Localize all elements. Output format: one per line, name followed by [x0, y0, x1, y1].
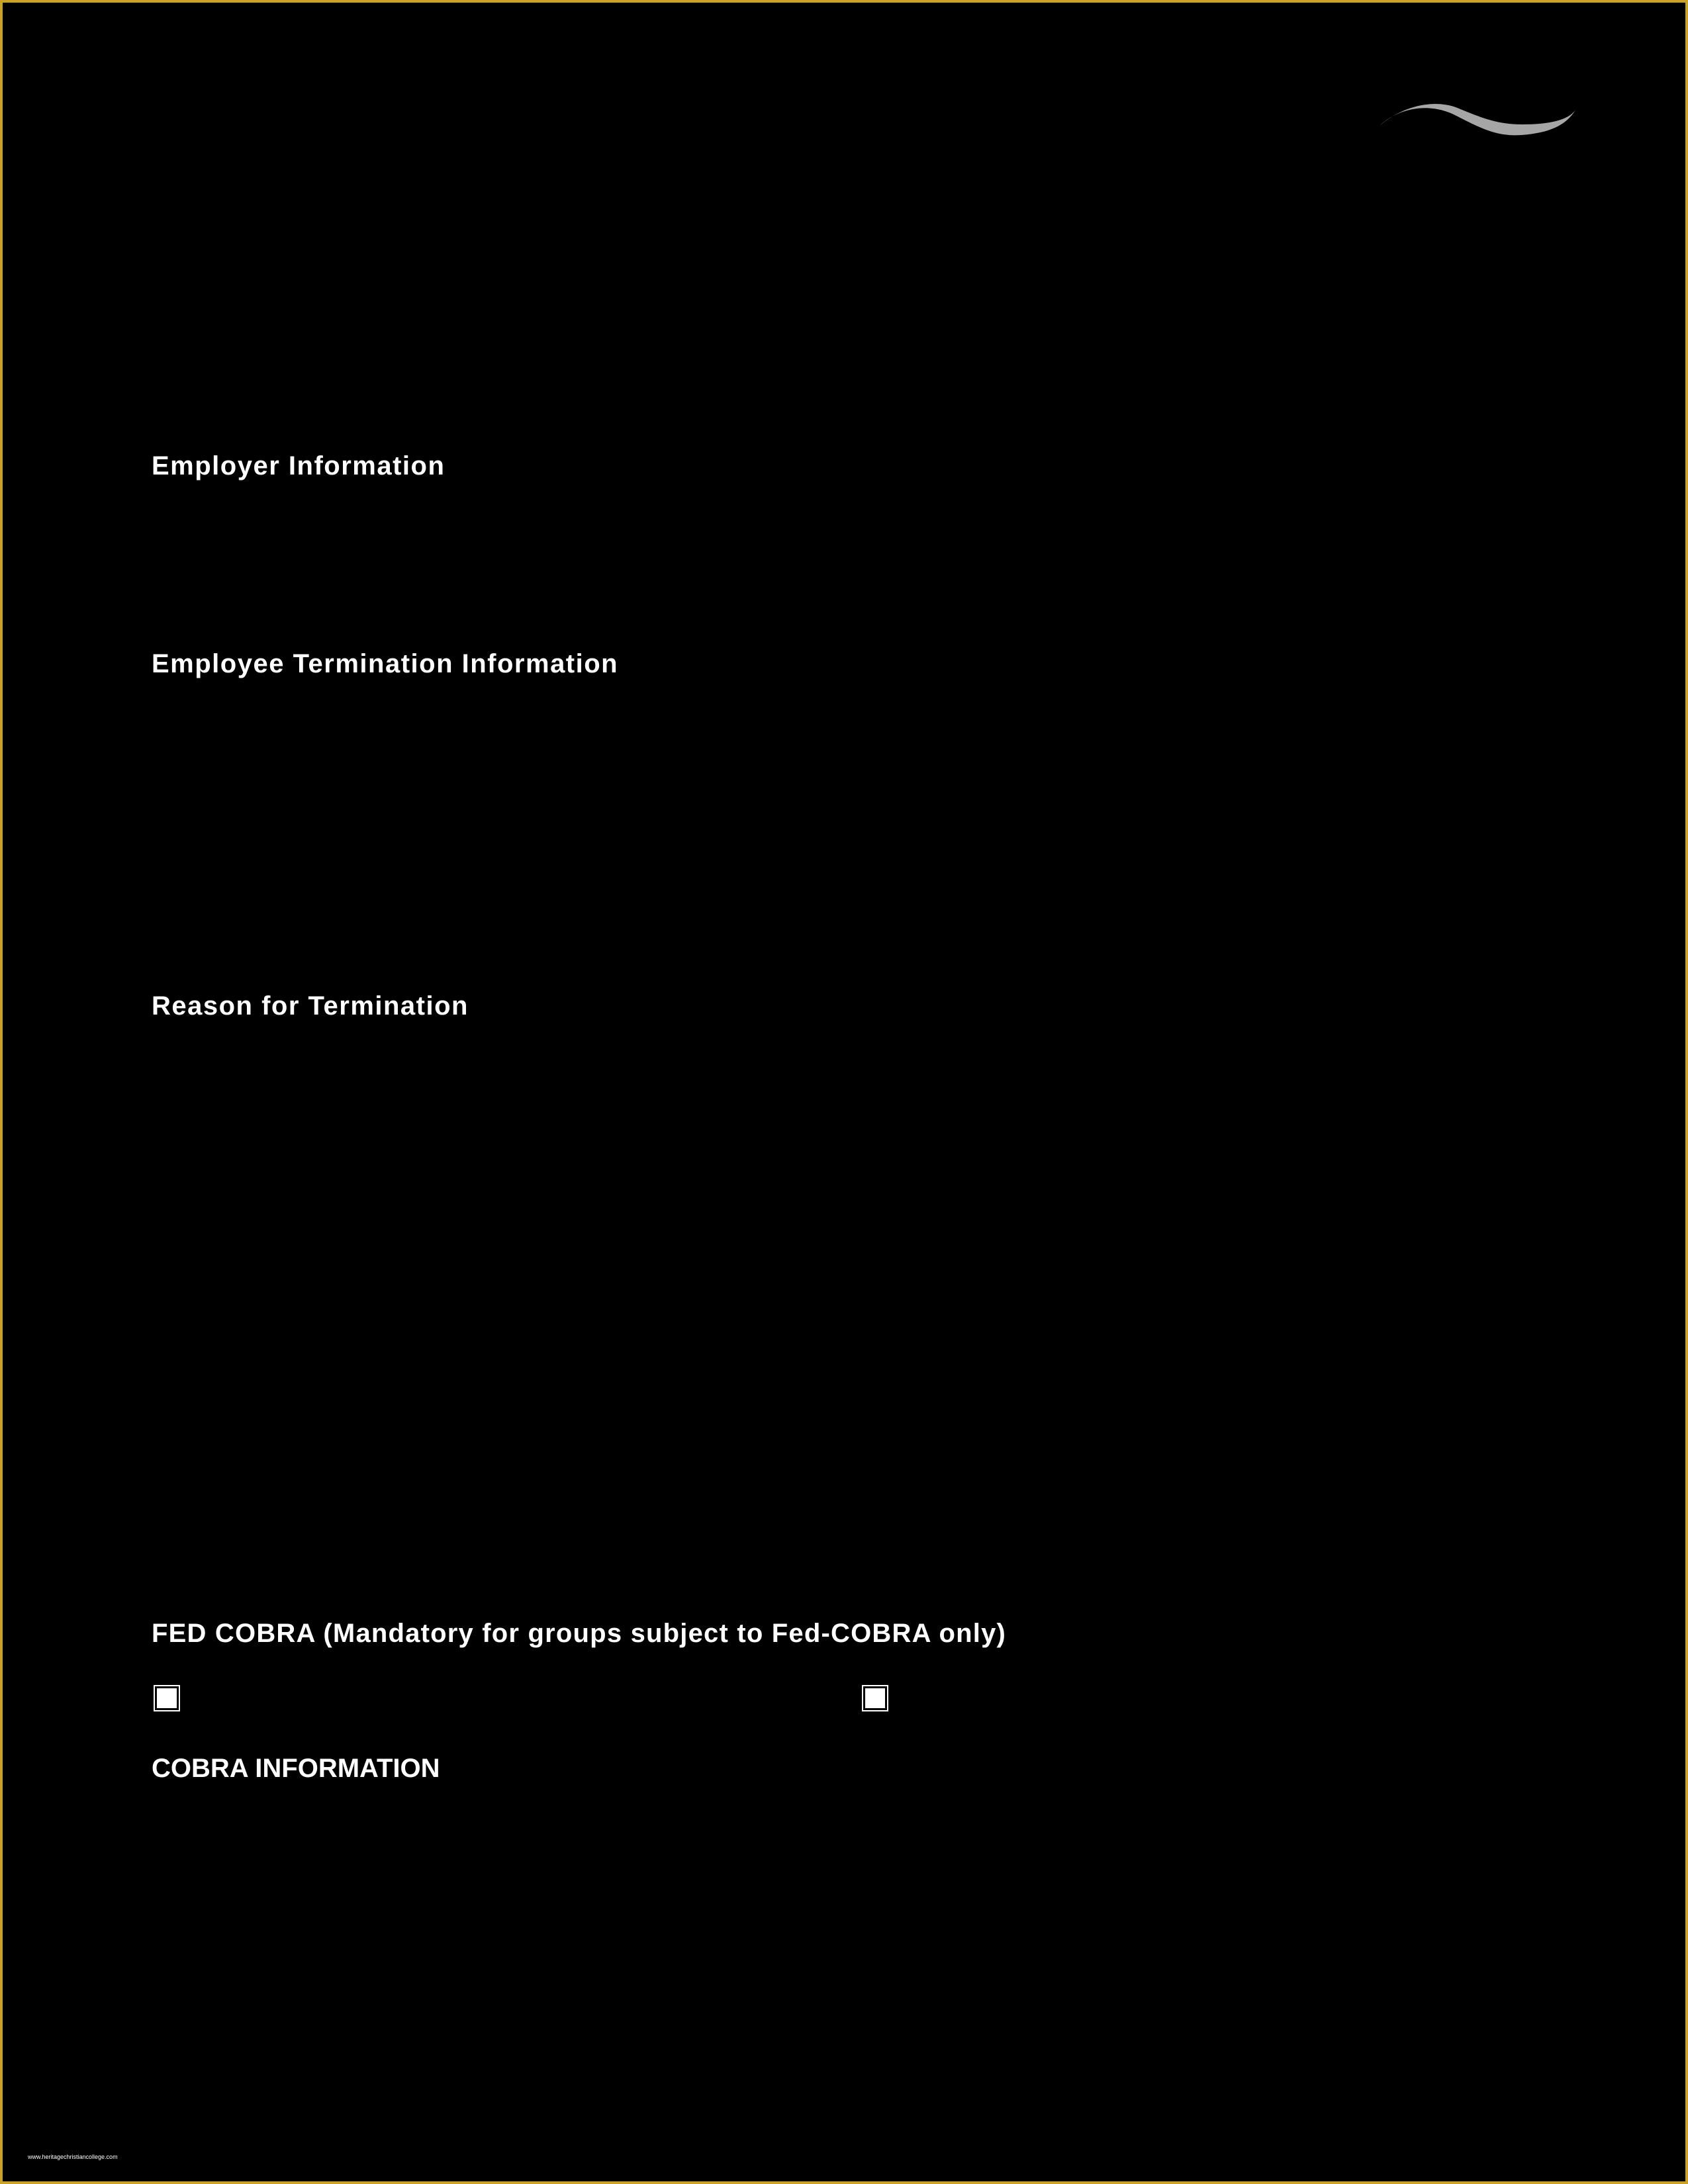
fed-cobra-checkbox-1[interactable] — [155, 1686, 179, 1710]
section-heading-employer-information: Employer Information — [152, 451, 445, 480]
section-heading-fed-cobra: FED COBRA (Mandatory for groups subject to Fed-COBRA only) — [152, 1619, 1007, 1648]
fed-cobra-checkbox-2[interactable] — [863, 1686, 887, 1710]
section-heading-cobra-information: COBRA INFORMATION — [152, 1754, 440, 1783]
section-heading-employee-termination-information: Employee Termination Information — [152, 649, 619, 678]
section-heading-reason-for-termination: Reason for Termination — [152, 991, 469, 1021]
footer-url: www.heritagechristiancollege.com — [28, 2154, 118, 2160]
swoosh-logo-icon — [1380, 101, 1575, 140]
